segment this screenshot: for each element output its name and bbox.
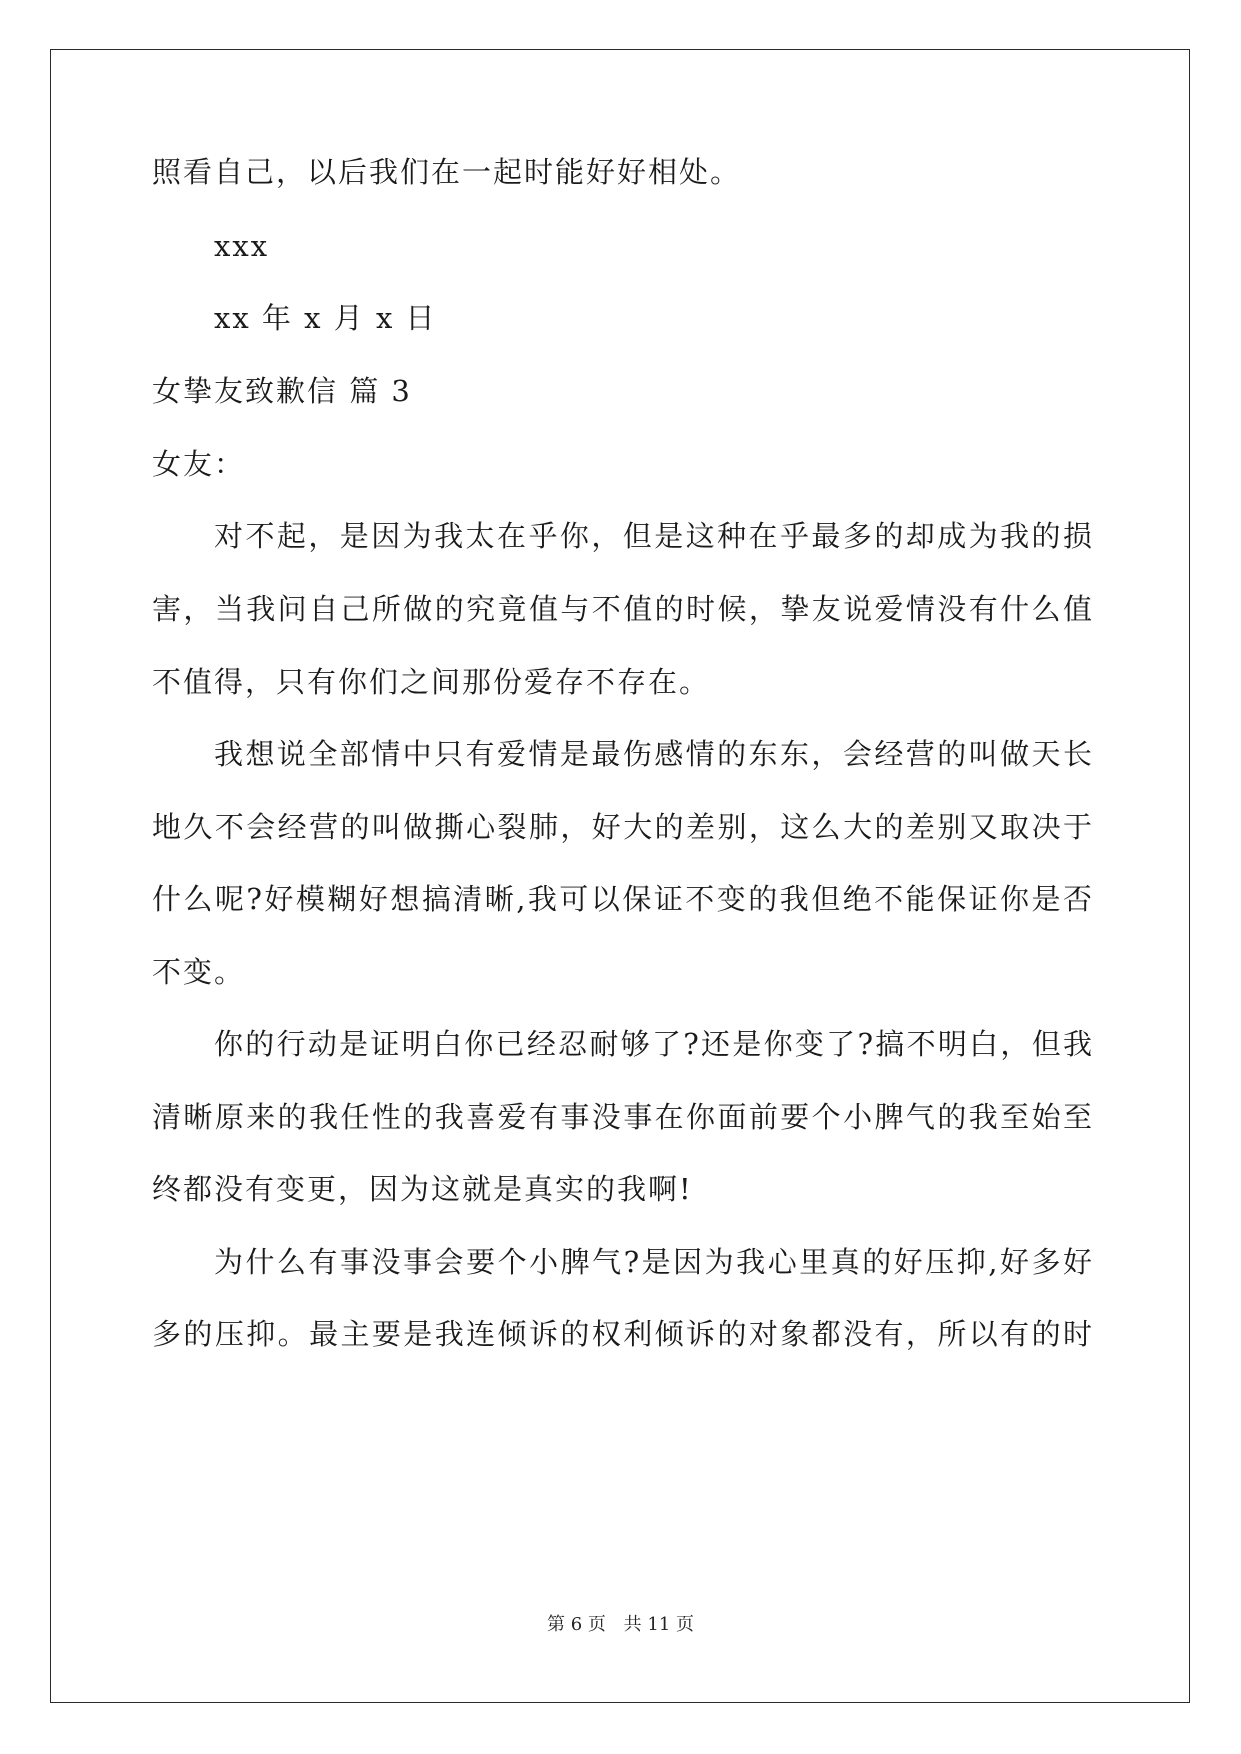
signature-date: xx 年 x 月 x 日 [214, 301, 437, 335]
paragraph-line: 我想说全部情中只有爱情是最伤感情的东东，会经营的叫做天长 [214, 737, 1092, 771]
paragraph-line: 终都没有变更，因为这就是真实的我啊! [152, 1172, 693, 1206]
paragraph-line: 为什么有事没事会要个小脾气?是因为我心里真的好压抑,好多好 [214, 1245, 1092, 1279]
signature-name: xxx [214, 229, 270, 263]
paragraph-line: 害，当我问自己所做的究竟值与不值的时候，挚友说爱情没有什么值 [152, 592, 1092, 626]
paragraph-line: 你的行动是证明白你已经忍耐够了?还是你变了?搞不明白，但我 [214, 1027, 1092, 1061]
page-number: 第 6 页 [547, 1614, 606, 1635]
paragraph-line: 什么呢?好模糊好想搞清晰,我可以保证不变的我但绝不能保证你是否 [152, 882, 1092, 916]
salutation: 女友： [152, 447, 246, 481]
paragraph-line: 不变。 [152, 955, 246, 989]
paragraph-line: 不值得，只有你们之间那份爱存不存在。 [152, 665, 711, 699]
text-line: 照看自己，以后我们在一起时能好好相处。 [152, 155, 742, 189]
page-total: 共 11 页 [623, 1614, 694, 1635]
section-title: 女挚友致歉信 篇 3 [152, 374, 412, 408]
page-footer [0, 1613, 1241, 1637]
paragraph-line: 清晰原来的我任性的我喜爱有事没事在你面前要个小脾气的我至始至 [152, 1100, 1092, 1134]
paragraph-line: 多的压抑。最主要是我连倾诉的权利倾诉的对象都没有，所以有的时 [152, 1317, 1092, 1351]
paragraph-line: 地久不会经营的叫做撕心裂肺，好大的差别，这么大的差别又取决于 [152, 810, 1092, 844]
paragraph-line: 对不起，是因为我太在乎你，但是这种在乎最多的却成为我的损 [214, 519, 1092, 553]
